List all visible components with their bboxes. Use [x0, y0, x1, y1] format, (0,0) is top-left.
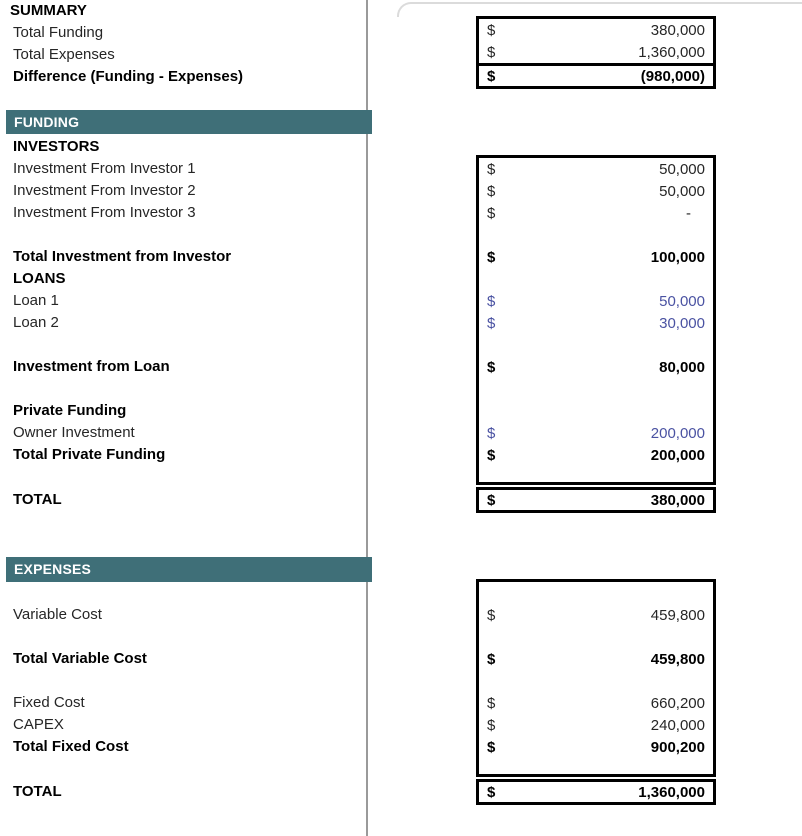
value-cell[interactable]: [479, 714, 713, 736]
empty-value-row: [479, 582, 713, 604]
value-cell[interactable]: [479, 246, 713, 268]
amount-text: 30,000: [659, 314, 705, 332]
currency-symbol: $: [487, 204, 496, 222]
value-cell[interactable]: [479, 356, 713, 378]
label-cell[interactable]: Investment From Investor 1: [13, 160, 196, 177]
label-cell[interactable]: Total Funding: [13, 24, 104, 41]
label-cell[interactable]: LOANS: [13, 270, 66, 287]
amount-text: 80,000: [659, 358, 705, 376]
funding-total-label-cell[interactable]: TOTAL: [13, 491, 62, 508]
amount-text: 200,000: [650, 446, 705, 464]
expenses-values-rows: [479, 582, 713, 758]
empty-value-row: [479, 224, 713, 246]
label-cell[interactable]: Total Private Funding: [13, 446, 166, 463]
empty-value-row: [479, 334, 713, 356]
summary-labels-column: [0, 0, 366, 88]
empty-value-row: [479, 268, 713, 290]
spacer-row: [0, 626, 366, 648]
amount-text: 1,360,000: [638, 783, 705, 801]
label-cell[interactable]: Investment From Investor 3: [13, 204, 196, 221]
empty-value-row: [479, 670, 713, 692]
label-cell[interactable]: Total Investment from Investor: [13, 248, 232, 265]
currency-symbol: $: [487, 650, 496, 668]
label-cell[interactable]: Variable Cost: [13, 606, 102, 623]
amount-text: 1,360,000: [638, 43, 705, 61]
summary-values-box: [476, 16, 716, 89]
funding-labels-column: [0, 136, 366, 466]
amount-text: 660,200: [650, 694, 705, 712]
value-cell[interactable]: [479, 41, 713, 63]
label-cell[interactable]: CAPEX: [13, 716, 64, 733]
currency-symbol: $: [487, 182, 496, 200]
label-cell[interactable]: Total Fixed Cost: [13, 738, 129, 755]
currency-symbol: $: [487, 716, 496, 734]
currency-symbol: $: [487, 358, 496, 376]
amount-text: 900,200: [650, 738, 705, 756]
summary-total-row: [479, 66, 713, 86]
amount-text: 380,000: [650, 21, 705, 39]
amount-text: 50,000: [659, 160, 705, 178]
label-cell[interactable]: INVESTORS: [13, 138, 100, 155]
currency-symbol: $: [487, 491, 496, 509]
expenses-labels-column: [0, 582, 366, 780]
currency-symbol: $: [487, 248, 496, 266]
value-cell[interactable]: [479, 736, 713, 758]
value-cell[interactable]: [479, 490, 713, 510]
label-cell[interactable]: Total Expenses: [13, 46, 115, 63]
amount-text: 240,000: [650, 716, 705, 734]
label-cell[interactable]: Investment from Loan: [13, 358, 170, 375]
label-cell[interactable]: Fixed Cost: [13, 694, 85, 711]
label-cell[interactable]: Investment From Investor 2: [13, 182, 196, 199]
funding-section-header[interactable]: FUNDING: [6, 110, 372, 134]
currency-symbol: $: [487, 21, 496, 39]
value-cell[interactable]: [479, 66, 713, 86]
currency-symbol: $: [487, 446, 496, 464]
spacer-row: [0, 378, 366, 400]
amount-text: 380,000: [650, 491, 705, 509]
value-cell[interactable]: [479, 19, 713, 41]
amount-text: 100,000: [650, 248, 705, 266]
label-cell[interactable]: Difference (Funding - Expenses): [13, 68, 244, 85]
currency-symbol: $: [487, 606, 496, 624]
value-cell[interactable]: [479, 202, 713, 224]
value-cell[interactable]: [479, 604, 713, 626]
expenses-section-header[interactable]: EXPENSES: [6, 557, 372, 582]
amount-text: -: [686, 204, 691, 222]
value-cell[interactable]: [479, 180, 713, 202]
spacer-row: [0, 670, 366, 692]
empty-value-row: [479, 378, 713, 400]
empty-value-row: [479, 626, 713, 648]
amount-text: (980,000): [640, 67, 705, 85]
value-cell[interactable]: [479, 648, 713, 670]
currency-symbol: $: [487, 160, 496, 178]
card-outline: [397, 2, 802, 17]
expenses-total-box: [476, 779, 716, 805]
label-cell[interactable]: Loan 2: [13, 314, 59, 331]
expenses-total-label-cell[interactable]: TOTAL: [13, 783, 62, 800]
funding-total-box: [476, 487, 716, 513]
currency-symbol: $: [487, 43, 496, 61]
summary-values-rows: [479, 19, 713, 63]
amount-text: 459,800: [650, 606, 705, 624]
value-cell[interactable]: [479, 422, 713, 444]
label-cell[interactable]: Loan 1: [13, 292, 59, 309]
label-cell[interactable]: Total Variable Cost: [13, 650, 147, 667]
amount-text: 200,000: [650, 424, 705, 442]
spacer-row: [0, 334, 366, 356]
empty-value-row: [479, 400, 713, 422]
expenses-values-box: [476, 579, 716, 777]
currency-symbol: $: [487, 292, 496, 310]
currency-symbol: $: [487, 694, 496, 712]
spacer-row: [0, 224, 366, 246]
value-cell[interactable]: [479, 692, 713, 714]
currency-symbol: $: [487, 67, 496, 85]
spacer-row: [0, 758, 366, 780]
currency-symbol: $: [487, 314, 496, 332]
label-cell[interactable]: Private Funding: [13, 402, 127, 419]
label-cell[interactable]: SUMMARY: [10, 2, 87, 19]
funding-values-box: [476, 155, 716, 485]
label-cell[interactable]: Owner Investment: [13, 424, 135, 441]
funding-values-rows: [479, 158, 713, 466]
amount-text: 50,000: [659, 182, 705, 200]
value-cell[interactable]: [479, 782, 713, 802]
currency-symbol: $: [487, 738, 496, 756]
value-cell[interactable]: [479, 444, 713, 466]
amount-text: 459,800: [650, 650, 705, 668]
currency-symbol: $: [487, 783, 496, 801]
amount-text: 50,000: [659, 292, 705, 310]
spacer-row: [0, 582, 366, 604]
value-cell[interactable]: [479, 290, 713, 312]
value-cell[interactable]: [479, 158, 713, 180]
value-cell[interactable]: [479, 312, 713, 334]
currency-symbol: $: [487, 424, 496, 442]
